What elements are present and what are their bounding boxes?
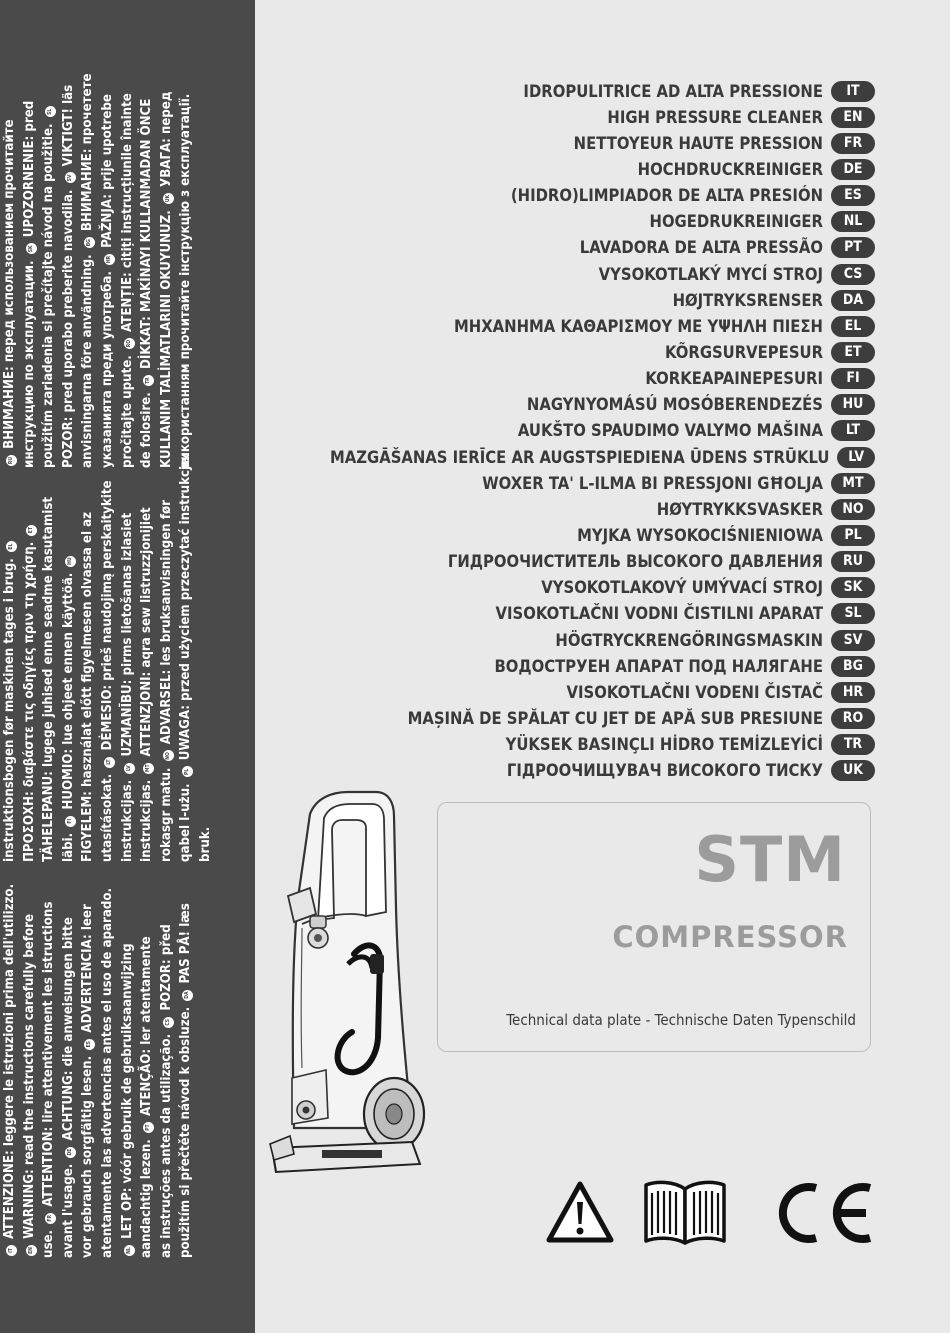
language-row-es: [330, 183, 875, 209]
language-code-badge: UK: [831, 760, 875, 781]
language-marker-icon: RO: [124, 338, 135, 349]
warning-triangle-icon: [545, 1180, 615, 1244]
language-marker-icon: EL: [6, 541, 17, 552]
language-marker-icon: TR: [143, 375, 154, 386]
product-name-hr: VISOKOTLAČNI VODENI ČISTAČ: [566, 682, 823, 702]
technical-data-plate-text: Technical data plate - Technische Daten Typenschild: [506, 1011, 856, 1029]
product-name-pl: MYJKA WYSOKOCIŚNIENIOWA: [577, 525, 823, 545]
language-row-sk: [330, 575, 875, 601]
product-name-es: (HIDRO)LIMPIADOR DE ALTA PRESIÓN: [510, 186, 823, 206]
product-name-de: HOCHDRUCKREINIGER: [637, 159, 823, 179]
language-marker-icon: ET: [26, 525, 37, 536]
language-marker-icon: SK: [26, 243, 37, 254]
product-name-tr: YÜKSEK BASINÇLI HİDRO TEMİZLEYİCİ: [505, 735, 823, 755]
warning-line: vor gebrauch sorgfältig lesen. ES ADVERTENCIA: leer: [80, 904, 96, 1258]
warning-line: použitím zariadenia si prečítajte návod na použitie. SL: [39, 73, 59, 468]
language-code-badge: IT: [831, 81, 875, 102]
language-code-badge: HR: [831, 682, 875, 703]
language-row-ro: [330, 705, 875, 731]
language-marker-icon: LV: [124, 763, 135, 774]
language-row-uk: [330, 758, 875, 784]
language-marker-icon: CS: [163, 1017, 174, 1028]
warning-line: NL LET OP: vóór gebruik de gebruiksaanwijzing: [118, 884, 138, 1258]
language-code-badge: BG: [831, 656, 875, 677]
product-name-hu: NAGYNYOMÁSÚ MOSÓBERENDEZÉS: [526, 395, 823, 415]
ce-mark-icon: [770, 1180, 875, 1246]
warning-line: використанням прочитайте інструкцію з експлуатації.: [178, 93, 194, 468]
language-row-no: [330, 496, 875, 522]
product-name-sl: VISOKOTLAČNI VODNI ČISTILNI APARAT: [495, 604, 823, 624]
language-code-badge: SL: [831, 603, 875, 624]
warning-line: EN WARNING: read the instructions carefully before: [20, 884, 40, 1258]
language-row-sv: [330, 627, 875, 653]
warning-line: указанията преди употреба. HR PAŽNJA: prije upotrebe: [99, 94, 115, 468]
product-name-bg: ВОДОСТРУЕН АПАРАТ ПОД НАЛЯГАНЕ: [494, 656, 823, 676]
language-marker-icon: NO: [163, 750, 174, 761]
language-row-da: [330, 287, 875, 313]
product-name-sk: VYSOKOTLAKOVÝ UMÝVACÍ STROJ: [541, 578, 823, 598]
language-row-nl: [330, 209, 875, 235]
language-code-badge: FI: [831, 368, 875, 389]
warning-line: FIGYELEM: használat előtt figyelmesen olvassa el az: [80, 511, 96, 862]
product-name-en: HIGH PRESSURE CLEANER: [607, 107, 823, 127]
language-marker-icon: LT: [104, 757, 115, 768]
language-row-pt: [330, 235, 875, 261]
language-code-badge: CS: [831, 264, 875, 285]
language-marker-icon: EN: [26, 1245, 37, 1256]
language-row-de: [330, 156, 875, 182]
warning-line: instrukcijas. LV UZMANĪBU: pirms lietošanas izlasiet: [119, 512, 135, 862]
language-code-badge: NO: [831, 499, 875, 520]
product-name-fr: NETTOYEUR HAUTE PRESSION: [573, 133, 823, 153]
language-marker-icon: HU: [65, 556, 76, 567]
language-row-pl: [330, 522, 875, 548]
warning-line: IT ATTENZIONE: leggere le istruzioni prima dell'utilizzo.: [0, 884, 20, 1258]
warning-line: RU ВНИМАНИЕ: перед использованием прочитайте: [2, 119, 17, 465]
language-code-badge: SV: [831, 630, 875, 651]
language-row-cs: [330, 261, 875, 287]
language-marker-icon: SL: [45, 106, 56, 117]
warning-line: läbi. FI HUOMIO: lue ohjeet ennen käyttöä. HU: [60, 557, 76, 862]
warning-line: as instruções antes da utilização. CS POZOR: před: [158, 924, 174, 1258]
warning-line: aandachtig lezen. PT ATENÇÃO: ler atentamente: [139, 936, 155, 1258]
language-code-badge: ET: [831, 342, 875, 363]
open-book-icon: [642, 1177, 728, 1247]
language-code-badge: EN: [831, 107, 875, 128]
language-row-fr: [330, 130, 875, 156]
language-code-badge: SK: [831, 577, 875, 598]
language-code-badge: EL: [831, 316, 875, 337]
warning-line: ΠΡΟΣΟΧΗ: διαβάστε τις οδηγίες πριν τη χρήση. ET: [20, 453, 40, 862]
product-name-uk: ГІДРООЧИЩУВАЧ ВИСОКОГО ТИСКУ: [506, 761, 823, 781]
language-row-lv: [330, 444, 875, 470]
language-marker-icon: HR: [104, 254, 115, 265]
language-row-ru: [330, 549, 875, 575]
language-row-it: [330, 78, 875, 104]
language-code-badge: ES: [831, 185, 875, 206]
product-name-lv: MAZGĀŠANAS IERĪCE AR AUGSTSPIEDIENA ŪDENS STRŪKLU: [330, 447, 830, 467]
warning-line: KULLANIM TALİMATLARINI OKUYUNUZ. UK УВАГА: перед: [158, 91, 174, 468]
language-code-badge: MT: [831, 473, 875, 494]
product-name-no: HØYTRYKKSVASKER: [656, 499, 823, 519]
language-row-fi: [330, 366, 875, 392]
language-code-badge: PT: [831, 237, 875, 258]
language-code-badge: NL: [831, 211, 875, 232]
product-name-ru: ГИДРООЧИСТИТЕЛЬ ВЫСОКОГО ДАВЛЕНИЯ: [447, 552, 823, 572]
language-marker-icon: ES: [84, 1039, 95, 1050]
product-name-it: IDROPULITRICE AD ALTA PRESSIONE: [523, 81, 823, 101]
warning-line: použitím si přečtěte návod k obsluze. DA PAS PÅ! læs: [178, 903, 194, 1258]
language-code-badge: TR: [831, 734, 875, 755]
language-marker-icon: RU: [6, 455, 17, 466]
language-marker-icon: PL: [182, 766, 193, 777]
language-row-et: [330, 339, 875, 365]
warning-line: anvisningarna före användning. BG ВНИМАНИЕ: прочетете: [80, 73, 96, 468]
warning-line: use. FR ATTENTION: lire attentivement les istructions: [41, 901, 57, 1258]
product-name-nl: HOGEDRUKREINIGER: [649, 212, 823, 232]
product-name-ro: MAȘINĂ DE SPĂLAT CU JET DE APĂ SUB PRESIUNE: [407, 708, 823, 728]
pressure-washer-illustration: [262, 788, 432, 1180]
language-code-badge: DE: [831, 159, 875, 180]
warning-line: pročitajte upute. RO ATENȚIE: citiți instrucțiunile înainte: [119, 93, 135, 468]
language-marker-icon: BG: [84, 237, 95, 248]
language-row-sl: [330, 601, 875, 627]
language-row-hu: [330, 392, 875, 418]
language-marker-icon: UK: [163, 193, 174, 204]
model-subtitle: COMPRESSOR: [612, 920, 848, 954]
product-name-da: HØJTRYKSRENSER: [672, 290, 823, 310]
language-row-el: [330, 313, 875, 339]
warning-line: avant l'usage. DE ACHTUNG: die anweisungen bitte: [60, 917, 76, 1258]
product-name-mt: WOXER TA' L-ILMA BI PRESSJONI GĦOLJA: [482, 473, 823, 493]
product-name-el: ΜΗΧΑΝΗΜΑ ΚΑΘΑΡΙΣΜΟΥ ΜΕ ΥΨΗΛΗ ΠΙΕΣΗ: [454, 316, 823, 336]
language-code-badge: LV: [837, 447, 875, 468]
language-row-hr: [330, 679, 875, 705]
warning-line: rokasgr matu. NO ADVARSEL: les bruksanvisningen før: [158, 499, 174, 862]
language-row-lt: [330, 418, 875, 444]
warning-line: TÄHELEPANU: lugege juhised enne seadme kasutamist: [41, 496, 57, 862]
language-marker-icon: FR: [45, 1213, 56, 1224]
language-marker-icon: MT: [143, 763, 154, 774]
product-name-sv: HÖGTRYCKRENGÖRINGSMASKIN: [555, 630, 823, 650]
warning-line: utasításokat. LT DĖMESIO: prieš naudojimą perskaitykite: [99, 480, 115, 862]
warning-line: instruktionsbogen før maskinen tages i brug. EL: [0, 453, 20, 862]
warnings-panel: [0, 0, 255, 1333]
warning-line: qabel l-użu. PL UWAGA: przed użyciem przeczytać instrukcje.: [178, 453, 194, 862]
warning-line: POZOR: pred uporabo preberite navodila. SV VIKTIGT! läs: [60, 84, 76, 468]
language-code-badge: PL: [831, 525, 875, 546]
language-code-badge: RU: [831, 551, 875, 572]
warning-line: инструкцию по эксплуатации. SK UPOZORNENIE: pred: [21, 100, 37, 468]
language-marker-icon: DE: [65, 1147, 76, 1158]
warning-line: de folosire. TR DİKKAT: MAKİNAYI KULLANMADAN ÖNCE: [139, 98, 155, 468]
language-row-bg: [330, 653, 875, 679]
language-row-tr: [330, 732, 875, 758]
language-marker-icon: SV: [65, 172, 76, 183]
language-code-badge: RO: [831, 708, 875, 729]
model-name: STM: [694, 823, 846, 896]
warning-line: atentamente las advertencias antes el uso de aparado.: [99, 888, 115, 1258]
model-info-box: [437, 802, 871, 1052]
product-name-et: KÕRGSURVEPESUR: [665, 342, 823, 362]
product-name-pt: LAVADORA DE ALTA PRESSÃO: [579, 238, 823, 258]
language-marker-icon: DA: [182, 990, 193, 1001]
language-list: [330, 78, 875, 784]
language-row-en: [330, 104, 875, 130]
language-code-badge: HU: [831, 394, 875, 415]
product-name-lt: AUKŠTO SPAUDIMO VALYMO MAŠINA: [517, 421, 823, 441]
language-code-badge: DA: [831, 290, 875, 311]
language-code-badge: LT: [831, 420, 875, 441]
product-name-fi: KORKEAPAINEPESURI: [645, 369, 823, 389]
product-name-cs: VYSOKOTLAKÝ MYCÍ STROJ: [598, 264, 823, 284]
language-row-mt: [330, 470, 875, 496]
warning-line: instrukcijas. MT ATTENZJONI: aqra sew listruzzjonijiet: [139, 507, 155, 862]
language-marker-icon: NL: [124, 1245, 135, 1256]
language-marker-icon: FI: [65, 816, 76, 827]
language-marker-icon: IT: [6, 1245, 17, 1256]
language-code-badge: FR: [831, 133, 875, 154]
language-marker-icon: PT: [143, 1122, 154, 1133]
warning-line: bruk.: [197, 826, 213, 862]
